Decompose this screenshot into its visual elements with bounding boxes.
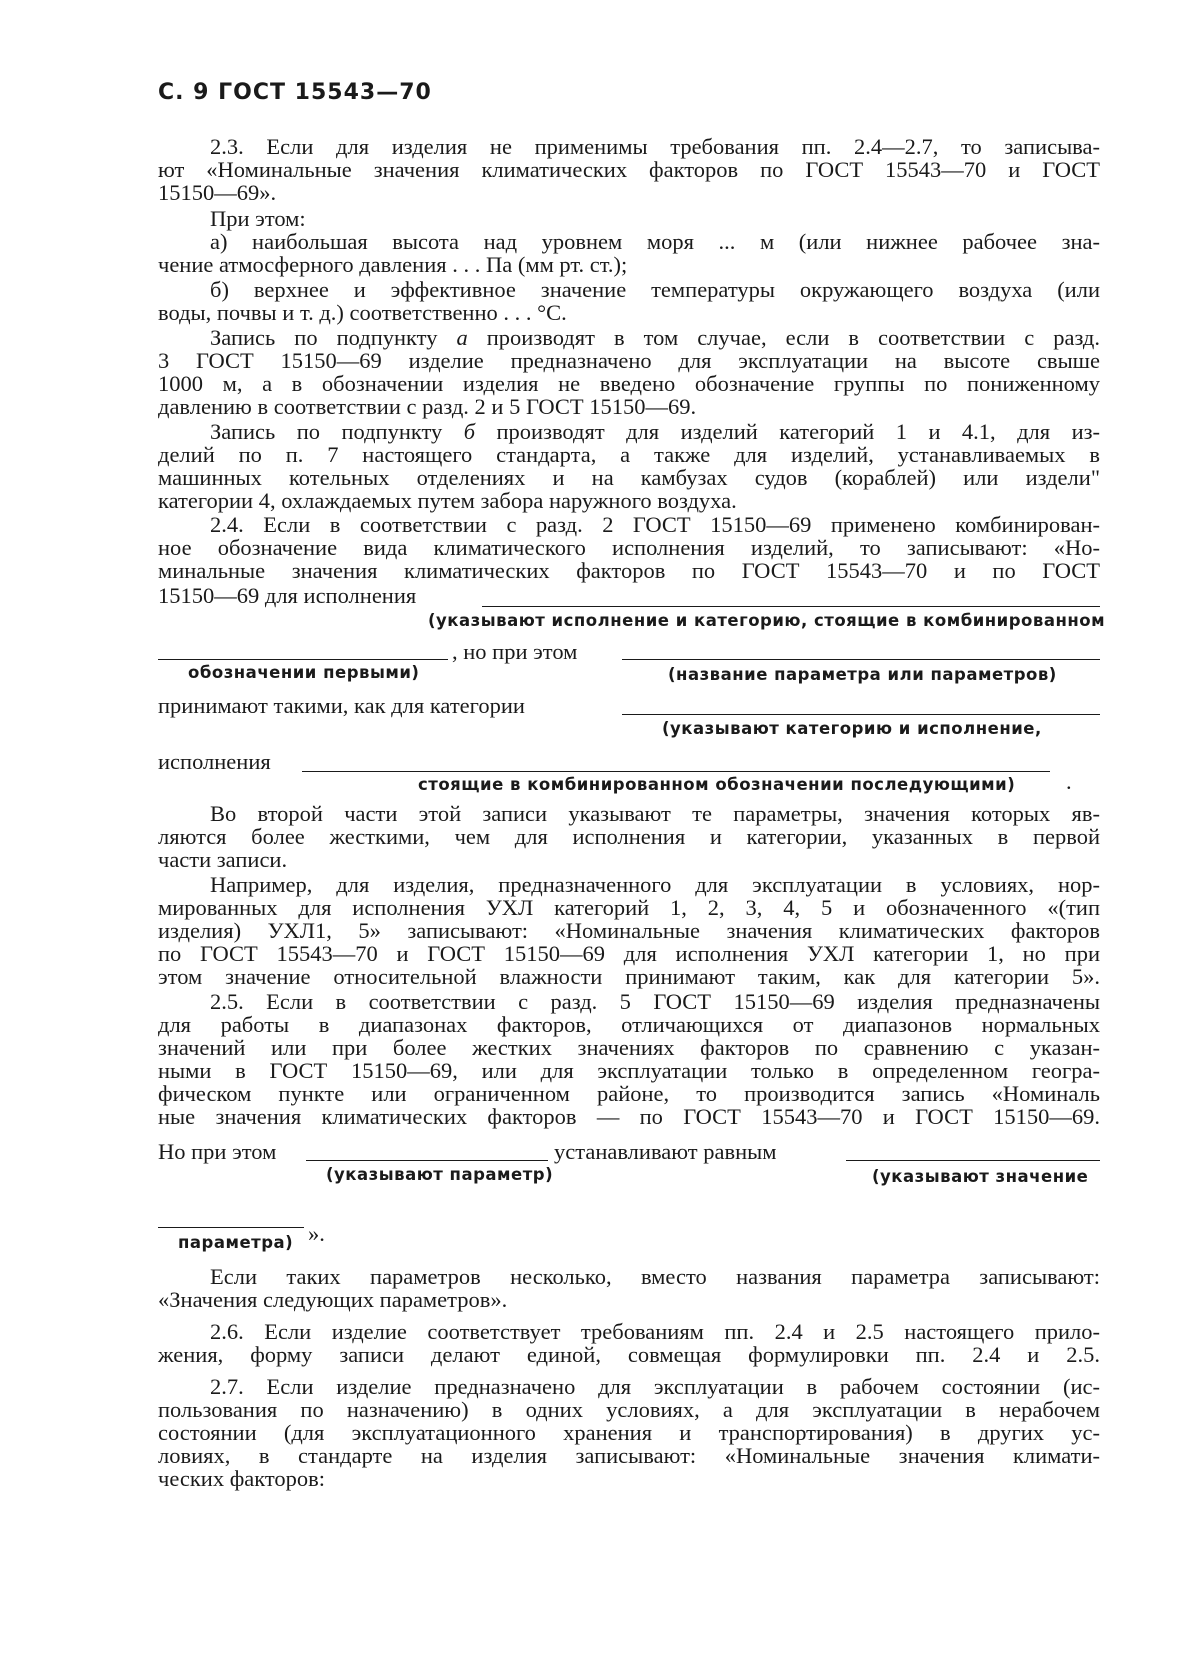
text-line: 2.4. Если в соответствии с разд. 2 ГОСТ 15150—69 применено комбинирован-	[210, 512, 1100, 537]
text-line: ляются более жесткими, чем для исполнения и категории, указанных в первой	[158, 824, 1100, 849]
field-caption: параметра)	[178, 1233, 294, 1252]
fill-in-line	[622, 659, 1100, 660]
text-line: 2.5. Если в соответствии с разд. 5 ГОСТ 15150—69 изделия предназначены	[210, 989, 1100, 1014]
text-line: делий по п. 7 настоящего стандарта, а также для изделий, устанавливаемых в	[158, 442, 1100, 467]
text-line: 2.6. Если изделие соответствует требованиям пп. 2.4 и 2.5 настоящего прило-	[210, 1319, 1100, 1344]
field-caption: (указывают значение	[872, 1167, 1089, 1186]
text-line: фическом пункте или ограниченном районе, то производится запись «Номиналь	[158, 1081, 1100, 1106]
fill-in-line	[158, 1227, 304, 1228]
text-line: а) наибольшая высота над уровнем моря ... м (или нижнее рабочее зна-	[210, 229, 1100, 254]
text-line: жения, форму записи делают единой, совмещая формулировки пп. 2.4 и 2.5.	[158, 1342, 1100, 1367]
form-text: , но при этом	[452, 639, 578, 664]
fill-in-line	[846, 1160, 1100, 1161]
text-line: категории 4, охлаждаемых путем забора наружного воздуха.	[158, 488, 737, 513]
text-line: машинных котельных отделениях и на камбузах судов (кораблей) или издели"	[158, 465, 1100, 490]
text-line: 2.7. Если изделие предназначено для эксплуатации в рабочем состоянии (ис-	[210, 1374, 1100, 1399]
text-line: значений или при более жестких значениях факторов по сравнению с указан-	[158, 1035, 1100, 1060]
fill-in-line	[622, 714, 1100, 715]
text-line: части записи.	[158, 847, 288, 872]
fill-in-line	[302, 771, 1050, 772]
text-line: Запись по подпункту а производят в том случае, если в соответствии с разд.	[210, 325, 1100, 350]
field-caption: стоящие в комбинированном обозначении последующими)	[418, 775, 1016, 794]
form-text: ».	[308, 1221, 325, 1246]
text-line: Если таких параметров несколько, вместо названия параметра записывают:	[210, 1264, 1100, 1289]
text-line: 2.3. Если для изделия не применимы требования пп. 2.4—2.7, то записыва-	[210, 134, 1100, 159]
text-line: 15150—69».	[158, 180, 277, 205]
text-line: изделия) УХЛ1, 5» записывают: «Номинальные значения климатических факторов	[158, 918, 1100, 943]
text-line: по ГОСТ 15543—70 и ГОСТ 15150—69 для исполнения УХЛ категории 1, но при	[158, 941, 1100, 966]
field-caption: (название параметра или параметров)	[668, 665, 1057, 684]
field-caption: (указывают параметр)	[326, 1165, 554, 1184]
text-line: «Значения следующих параметров».	[158, 1287, 508, 1312]
text-line: ческих факторов:	[158, 1466, 326, 1491]
text-line: чение атмосферного давления . . . Па (мм рт. ст.);	[158, 252, 628, 277]
text-line: Например, для изделия, предназначенного для эксплуатации в условиях, нор-	[210, 872, 1100, 897]
text-line: ными в ГОСТ 15150—69, или для эксплуатации только в определенном геогра-	[158, 1058, 1100, 1083]
text-line: ют «Номинальные значения климатических факторов по ГОСТ 15543—70 и ГОСТ	[158, 157, 1100, 182]
fill-in-line	[158, 659, 448, 660]
form-text: устанавливают равным	[554, 1139, 777, 1164]
form-text: 15150—69 для исполнения	[158, 583, 417, 608]
form-text: .	[1066, 769, 1072, 794]
form-text: принимают такими, как для категории	[158, 693, 525, 718]
text-line: 1000 м, а в обозначении изделия не введено обозначение группы по пониженному	[158, 371, 1100, 396]
text-line: ловиях, в стандарте на изделия записывают: «Номинальные значения климати-	[158, 1443, 1100, 1468]
text-line: ное обозначение вида климатического исполнения изделий, то записывают: «Но-	[158, 535, 1100, 560]
page-header: С. 9 ГОСТ 15543—70	[158, 80, 432, 105]
field-caption: (указывают категорию и исполнение,	[662, 719, 1042, 738]
text-line: мированных для исполнения УХЛ категорий 1, 2, 3, 4, 5 и обозначенного «(тип	[158, 895, 1100, 920]
text-line: При этом:	[210, 206, 306, 231]
text-line: ные значения климатических факторов — по ГОСТ 15543—70 и ГОСТ 15150—69.	[158, 1104, 1100, 1129]
fill-in-line	[306, 1160, 548, 1161]
text-line: для работы в диапазонах факторов, отличающихся от диапазонов нормальных	[158, 1012, 1100, 1037]
text-line: этом значение относительной влажности принимают таким, как для категории 5».	[158, 964, 1100, 989]
text-line: Запись по подпункту б производят для изделий категорий 1 и 4.1, для из-	[210, 419, 1100, 444]
text-line: Во второй части этой записи указывают те параметры, значения которых яв-	[210, 801, 1100, 826]
text-line: б) верхнее и эффективное значение температуры окружающего воздуха (или	[210, 277, 1100, 302]
text-line: 3 ГОСТ 15150—69 изделие предназначено для эксплуатации на высоте свыше	[158, 348, 1100, 373]
text-line: пользования по назначению) в одних условиях, а для эксплуатации в нерабочем	[158, 1397, 1100, 1422]
text-line: состоянии (для эксплуатационного хранения и транспортирования) в других ус-	[158, 1420, 1100, 1445]
fill-in-line	[482, 606, 1100, 607]
form-text: Но при этом	[158, 1139, 277, 1164]
form-text: исполнения	[158, 749, 271, 774]
text-line: давлению в соответствии с разд. 2 и 5 ГОСТ 15150—69.	[158, 394, 697, 419]
field-caption: обозначении первыми)	[188, 663, 420, 682]
field-caption: (указывают исполнение и категорию, стоящие в комбинированном	[428, 611, 1106, 630]
text-line: минальные значения климатических факторов по ГОСТ 15543—70 и по ГОСТ	[158, 558, 1100, 583]
text-line: воды, почвы и т. д.) соответственно . . . °С.	[158, 300, 567, 325]
